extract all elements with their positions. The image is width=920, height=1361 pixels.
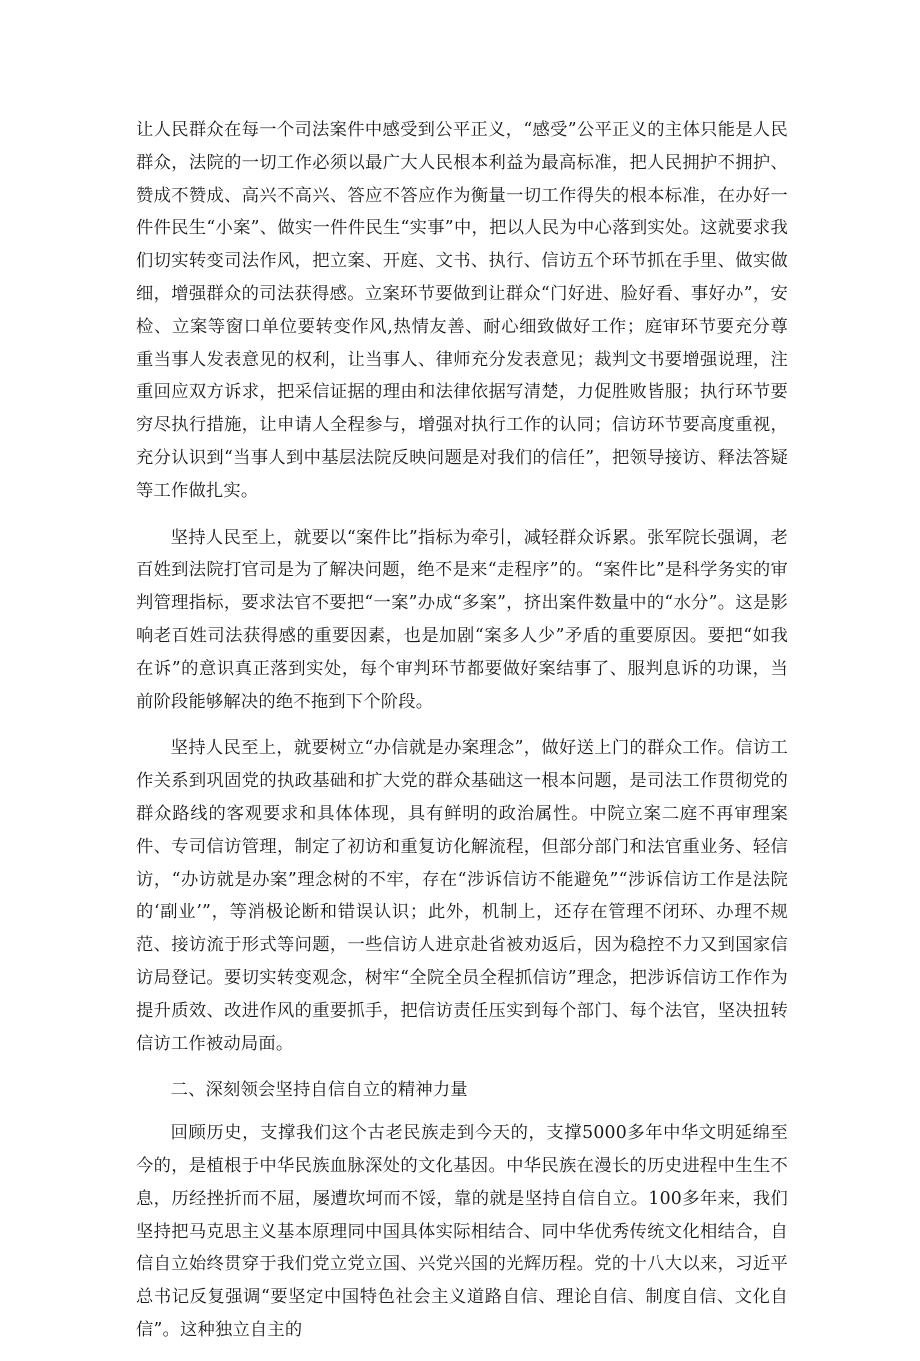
paragraph-2: 坚持人民至上，就要以“案件比”指标为牵引，减轻群众诉累。张军院长强调，老百姓到法院打官司是为了解决问题，绝不是来“走程序”的。“案件比”是科学务实的审判管理指标，要求法官不要把“一案”办成“多案”，挤出案件数量中的“水分”。这是影响老百姓司法获得感的重要因素，也是加剧“案多人少”矛盾的重要原因。要把“如我在诉”的意识真正落到实处，每个审判环节都要做好案结事了、服判息诉的功课，当前阶段能够解决的绝不拖到下个阶段。 [136,527,788,712]
document-body [136,114,788,1361]
paragraph-3: 坚持人民至上，就要树立“办信就是办案理念”，做好送上门的群众工作。信访工作关系到巩固党的执政基础和扩大党的群众基础这一根本问题，是司法工作贯彻党的群众路线的客观要求和具体体现，具有鲜明的政治属性。中院立案二庭不再审理案件、专司信访管理，制定了初访和重复访化解流程，但部分部门和法官重业务、轻信访，“办访就是办案”理念树的不牢，存在“涉诉信访不能避免”“涉诉信访工作是法院的‘副业’”，等消极论断和错误认识；此外，机制上，还存在管理不闭环、办理不规范、接访流于形式等问题，一些信访人进京赴省被劝返后，因为稳控不力又到国家信访局登记。要切实转变观念，树牢“全院全员全程抓信访”理念，把涉诉信访工作作为提升质效、改进作风的重要抓手，把信访责任压实到每个部门、每个法官，坚决扭转信访工作被动局面。 [136,738,788,1054]
paragraph-4: 回顾历史，支撑我们这个古老民族走到今天的，支撑5000多年中华文明延绵至今的，是植根于中华民族血脉深处的文化基因。中华民族在漫长的历史进程中生生不息，历经挫折而不屈，屡遭坎坷而不馁，靠的就是坚持自信自立。100多年来，我们坚持把马克思主义基本原理同中国具体实际相结合、同中华优秀传统文化相结合，自信自立始终贯穿于我们党立党立国、兴党兴国的光辉历程。党的十八大以来，习近平总书记反复强调“要坚定中国特色社会主义道路自信、理论自信、制度自信、文化自信”。这种独立自主的 [136,1123,788,1340]
paragraph-1: 让人民群众在每一个司法案件中感受到公平正义，“感受”公平正义的主体只能是人民群众，法院的一切工作必须以最广大人民根本利益为最高标准，把人民拥护不拥护、赞成不赞成、高兴不高兴、答应不答应作为衡量一切工作得失的根本标准，在办好一件件民生“小案”、做实一件件民生“实事”中，把以人民为中心落到实处。这就要求我们切实转变司法作风，把立案、开庭、文书、执行、信访五个环节抓在手里、做实做细，增强群众的司法获得感。立案环节要做到让群众“门好进、脸好看、事好办”，安检、立案等窗口单位要转变作风,热情友善、耐心细致做好工作；庭审环节要充分尊重当事人发表意见的权利，让当事人、律师充分发表意见；裁判文书要增强说理，注重回应双方诉求，把采信证据的理由和法律依据写清楚，力促胜败皆服；执行环节要穷尽执行措施，让申请人全程参与，增强对执行工作的认同；信访环节要高度重视，充分认识到“当事人到中基层法院反映问题是对我们的信任”，把领导接访、释法答疑等工作做扎实。 [136,120,788,501]
section-heading: 二、深刻领会坚持自信自立的精神力量 [170,1080,468,1101]
